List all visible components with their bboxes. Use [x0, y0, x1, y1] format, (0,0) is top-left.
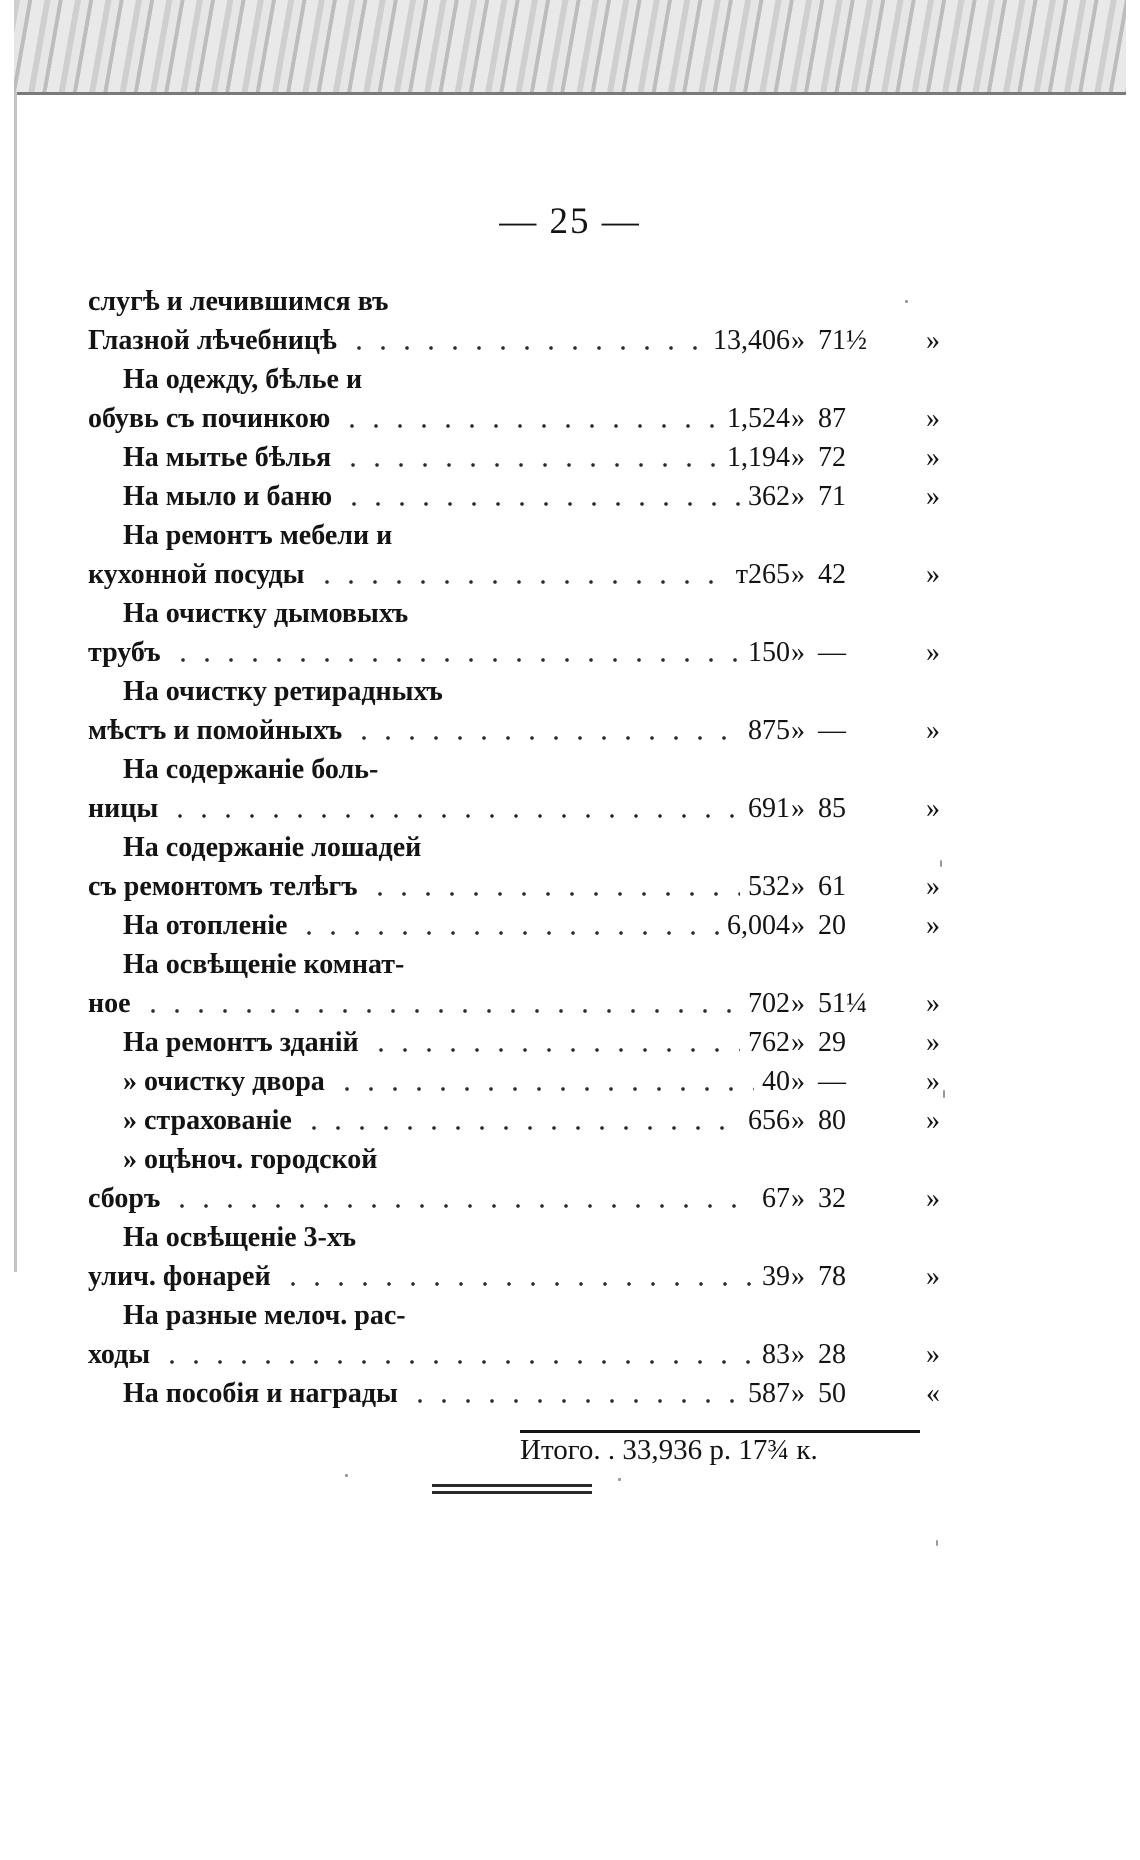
- entry-line: [88, 984, 948, 1023]
- entry-kopecks: 71½: [818, 325, 867, 356]
- entry-label: улич. фонарей: [88, 1261, 271, 1292]
- entry-line: [88, 1140, 948, 1179]
- ditto-mark: »: [926, 1027, 940, 1058]
- ditto-mark: »: [926, 1066, 940, 1097]
- scan-speck: [618, 1478, 621, 1481]
- entry-line: [88, 1257, 948, 1296]
- entry-kopecks: 71: [818, 481, 846, 512]
- ditto-mark: »: [791, 1378, 805, 1409]
- ditto-mark: »: [791, 481, 805, 512]
- entry-kopecks: —: [818, 637, 846, 668]
- ditto-mark: »: [791, 1027, 805, 1058]
- total-rule: [520, 1430, 920, 1433]
- entry-line: [88, 789, 948, 828]
- leader-dots: [297, 906, 719, 945]
- entry-label: На очистку ретирадныхъ: [123, 676, 443, 707]
- entry-rubles: 83: [762, 1339, 790, 1370]
- entry-label: На мыло и баню: [123, 481, 333, 512]
- entry-rubles: 656: [748, 1105, 790, 1136]
- entry-kopecks: 51¼: [818, 988, 867, 1019]
- entry-rubles: 1,524: [727, 403, 790, 434]
- scan-speck: [943, 1090, 945, 1098]
- entry-label: На содержаніе боль-: [123, 754, 379, 785]
- ditto-mark: »: [791, 793, 805, 824]
- ditto-mark: »: [926, 1339, 940, 1370]
- ditto-mark: »: [791, 559, 805, 590]
- entry-label: На одежду, бѣлье и: [123, 364, 363, 395]
- leader-dots: [335, 1062, 754, 1101]
- entry-line: [88, 711, 948, 750]
- ditto-mark: »: [791, 1105, 805, 1136]
- entry-label: » очистку двора: [123, 1066, 325, 1097]
- entry-label: На разные мелоч. рас-: [123, 1300, 406, 1331]
- ditto-mark: »: [926, 910, 940, 941]
- leader-dots: [352, 711, 740, 750]
- ditto-mark: »: [926, 1261, 940, 1292]
- entry-kopecks: 85: [818, 793, 846, 824]
- ditto-mark: »: [926, 481, 940, 512]
- ditto-mark: »: [791, 1261, 805, 1292]
- entry-label: съ ремонтомъ телѣгъ: [88, 871, 358, 902]
- leader-dots: [170, 1179, 754, 1218]
- scan-top-band: [14, 0, 1126, 95]
- entry-kopecks: 61: [818, 871, 846, 902]
- ditto-mark: »: [926, 442, 940, 473]
- ditto-mark: «: [926, 1378, 940, 1409]
- entry-line: [88, 633, 948, 672]
- entry-label: На освѣщеніе 3-хъ: [123, 1222, 357, 1253]
- entry-label: На отопленіе: [123, 910, 288, 941]
- leader-dots: [408, 1374, 740, 1413]
- leader-dots: [141, 984, 740, 1023]
- entry-line: [88, 867, 948, 906]
- entry-line: [88, 282, 948, 321]
- ditto-mark: »: [791, 403, 805, 434]
- ditto-mark: »: [791, 715, 805, 746]
- entry-rubles: 875: [748, 715, 790, 746]
- entry-line: [88, 906, 948, 945]
- entry-line: [88, 1101, 948, 1140]
- entry-label: мѣстъ и помойныхъ: [88, 715, 343, 746]
- leader-dots: [341, 438, 719, 477]
- entry-rubles: 39: [762, 1261, 790, 1292]
- entry-rubles: 702: [748, 988, 790, 1019]
- closing-double-rule: [432, 1484, 592, 1498]
- leader-dots: [368, 867, 740, 906]
- scan-left-edge: [14, 92, 17, 1272]
- leader-dots: [281, 1257, 754, 1296]
- entry-line: [88, 555, 948, 594]
- ditto-mark: »: [791, 871, 805, 902]
- entry-label: кухонной посуды: [88, 559, 305, 590]
- expense-list: [88, 282, 948, 1413]
- entry-line: [88, 1179, 948, 1218]
- leader-dots: [315, 555, 728, 594]
- entry-line: [88, 1374, 948, 1413]
- entry-label: » страхованіе: [123, 1105, 292, 1136]
- leader-dots: [160, 1335, 754, 1374]
- leader-dots: [342, 477, 740, 516]
- entry-kopecks: 32: [818, 1183, 846, 1214]
- entry-label: На мытье бѣлья: [123, 442, 332, 473]
- entry-kopecks: 50: [818, 1378, 846, 1409]
- entry-kopecks: 42: [818, 559, 846, 590]
- scan-speck: [936, 1540, 938, 1546]
- entry-kopecks: 78: [818, 1261, 846, 1292]
- ditto-mark: »: [791, 442, 805, 473]
- entry-line: [88, 1023, 948, 1062]
- entry-label: » оцѣноч. городской: [123, 1144, 378, 1175]
- entry-label: На пособія и награды: [123, 1378, 398, 1409]
- ditto-mark: »: [926, 715, 940, 746]
- entry-label: слугѣ и лечившимся въ: [88, 286, 389, 317]
- entry-label: ницы: [88, 793, 159, 824]
- entry-label: На очистку дымовыхъ: [123, 598, 409, 629]
- entry-rubles: 67: [762, 1183, 790, 1214]
- page-number: — 25 —: [499, 201, 641, 242]
- ditto-mark: »: [791, 1183, 805, 1214]
- ditto-mark: »: [926, 637, 940, 668]
- entry-kopecks: —: [818, 715, 846, 746]
- entry-label: На ремонтъ мебели и: [123, 520, 393, 551]
- entry-line: [88, 828, 948, 867]
- entry-line: [88, 399, 948, 438]
- ditto-mark: »: [926, 1105, 940, 1136]
- scan-speck: [940, 860, 942, 867]
- entry-label: ходы: [88, 1339, 151, 1370]
- entry-rubles: 40: [762, 1066, 790, 1097]
- ditto-mark: »: [926, 1183, 940, 1214]
- total-text: Итого. . 33,936 р. 17¾ к.: [520, 1434, 818, 1466]
- entry-line: [88, 516, 948, 555]
- entry-line: [88, 750, 948, 789]
- leader-dots: [347, 321, 705, 360]
- leader-dots: [369, 1023, 740, 1062]
- entry-line: [88, 1218, 948, 1257]
- entry-label: На ремонтъ зданій: [123, 1027, 359, 1058]
- entry-kopecks: 72: [818, 442, 846, 473]
- entry-kopecks: —: [818, 1066, 846, 1097]
- entry-line: [88, 477, 948, 516]
- scan-speck: [905, 300, 908, 303]
- entry-rubles: 362: [748, 481, 790, 512]
- entry-label: Глазной лѣчебницѣ: [88, 325, 337, 356]
- entry-kopecks: 29: [818, 1027, 846, 1058]
- ditto-mark: »: [791, 910, 805, 941]
- ditto-mark: »: [926, 871, 940, 902]
- entry-kopecks: 28: [818, 1339, 846, 1370]
- ditto-mark: »: [926, 559, 940, 590]
- entry-kopecks: 20: [818, 910, 846, 941]
- ditto-mark: »: [926, 325, 940, 356]
- entry-rubles: т265: [735, 559, 790, 590]
- entry-line: [88, 1062, 948, 1101]
- entry-line: [88, 672, 948, 711]
- entry-line: [88, 438, 948, 477]
- ditto-mark: »: [926, 403, 940, 434]
- ditto-mark: »: [791, 1066, 805, 1097]
- entry-line: [88, 945, 948, 984]
- entry-line: [88, 321, 948, 360]
- leader-dots: [340, 399, 719, 438]
- entry-label: На содержаніе лошадей: [123, 832, 422, 863]
- entry-rubles: 587: [748, 1378, 790, 1409]
- entry-line: [88, 1296, 948, 1335]
- leader-dots: [168, 789, 740, 828]
- entry-line: [88, 594, 948, 633]
- entry-label: трубъ: [88, 637, 161, 668]
- leader-dots: [171, 633, 740, 672]
- entry-label: На освѣщеніе комнат-: [123, 949, 405, 980]
- entry-kopecks: 80: [818, 1105, 846, 1136]
- ditto-mark: »: [791, 325, 805, 356]
- total-row: [520, 1430, 940, 1470]
- entry-rubles: 1,194: [727, 442, 790, 473]
- entry-label: ное: [88, 988, 131, 1019]
- scan-speck: [345, 1474, 348, 1477]
- entry-rubles: 150: [748, 637, 790, 668]
- entry-kopecks: 87: [818, 403, 846, 434]
- ditto-mark: »: [791, 988, 805, 1019]
- entry-line: [88, 1335, 948, 1374]
- entry-rubles: 532: [748, 871, 790, 902]
- leader-dots: [302, 1101, 740, 1140]
- entry-label: обувь съ починкою: [88, 403, 331, 434]
- entry-label: сборъ: [88, 1183, 161, 1214]
- ditto-mark: »: [791, 1339, 805, 1370]
- ditto-mark: »: [926, 793, 940, 824]
- entry-rubles: 13,406: [713, 325, 790, 356]
- entry-rubles: 762: [748, 1027, 790, 1058]
- ditto-mark: »: [926, 988, 940, 1019]
- entry-rubles: 6,004: [727, 910, 790, 941]
- entry-line: [88, 360, 948, 399]
- ditto-mark: »: [791, 637, 805, 668]
- entry-rubles: 691: [748, 793, 790, 824]
